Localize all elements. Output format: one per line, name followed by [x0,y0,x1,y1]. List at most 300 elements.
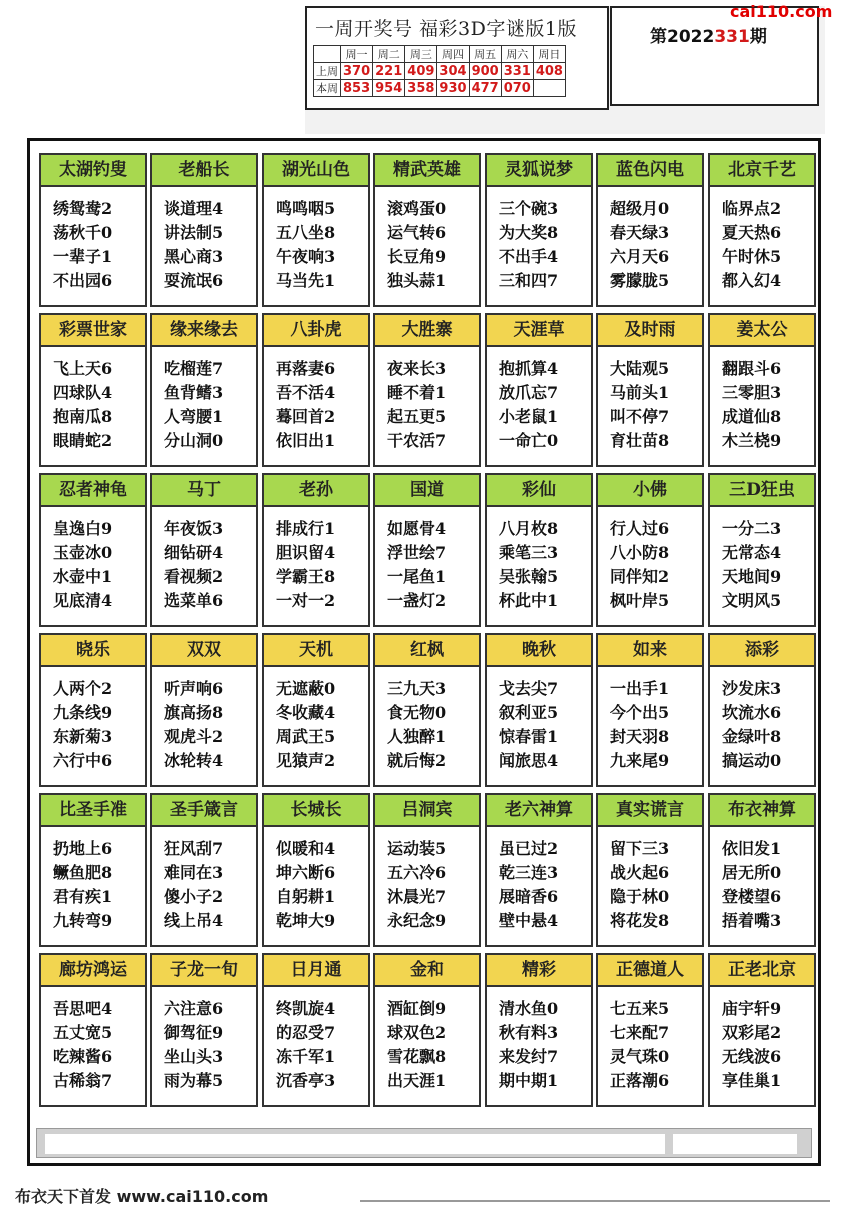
riddle-line: 沙发床3 [722,679,782,698]
riddle-card-title: 忍者神龟 [41,475,145,507]
riddle-line: 鸣鸣咽5 [276,199,336,218]
riddle-card [708,793,816,947]
riddle-card [262,313,370,467]
riddle-card [39,633,147,787]
riddle-lines [710,507,814,613]
riddle-card-title: 姜太公 [710,315,814,347]
riddle-line: 庙宇轩9 [722,999,782,1018]
riddle-line: 见猿声2 [276,751,336,770]
riddle-card-title: 三D狂虫 [710,475,814,507]
riddle-line: 傻小子2 [164,887,224,906]
riddle-line: 狂风刮7 [164,839,224,858]
riddle-lines [487,187,591,293]
riddle-lines [375,507,479,613]
draw-number: 409 [405,63,437,80]
riddle-line: 雪花飘8 [387,1047,447,1066]
riddle-line: 吃辣酱6 [53,1047,113,1066]
riddle-line: 讲法制5 [164,223,224,242]
riddle-line: 春天绿3 [610,223,670,242]
last-week-row [314,63,566,80]
riddle-line: 马前头1 [610,383,670,402]
riddle-line: 封天羽8 [610,727,670,746]
riddle-card [596,953,704,1107]
riddle-card-title: 蓝色闪电 [598,155,702,187]
riddle-line: 搞运动0 [722,751,782,770]
riddle-card-title: 老六神算 [487,795,591,827]
riddle-line: 排成行1 [276,519,336,538]
riddle-line: 戈去尖7 [499,679,559,698]
riddle-line: 冬收藏4 [276,703,336,722]
issue-suffix: 期 [749,27,767,47]
day-label: 周三 [405,46,437,63]
riddle-lines [598,667,702,773]
riddle-line: 一对一2 [276,591,336,610]
riddle-card [373,793,481,947]
issue-number [650,22,767,47]
riddle-line: 蓦回首2 [276,407,336,426]
riddle-line: 同伴知2 [610,567,670,586]
riddle-line: 不出手4 [499,247,559,266]
riddle-line: 隐于林0 [610,887,670,906]
riddle-line: 双彩尾2 [722,1023,782,1042]
riddle-card-title: 八卦虎 [264,315,368,347]
riddle-card [262,473,370,627]
riddle-card-title: 正老北京 [710,955,814,987]
riddle-lines [264,507,368,613]
riddle-card-title: 红枫 [375,635,479,667]
riddle-card-title: 国道 [375,475,479,507]
riddle-card-title: 及时雨 [598,315,702,347]
riddle-card [150,313,258,467]
riddle-card [262,793,370,947]
riddle-line: 五八坐8 [276,223,336,242]
riddle-line: 无线波6 [722,1047,782,1066]
riddle-card-title: 长城长 [264,795,368,827]
riddle-lines [152,507,256,613]
riddle-lines [264,187,368,293]
weekly-draw-panel [305,6,609,110]
riddle-line: 吴张翰5 [499,567,559,586]
riddle-card [150,633,258,787]
riddle-card-title: 老孙 [264,475,368,507]
riddle-line: 吾不活4 [276,383,336,402]
riddle-line: 依旧发1 [722,839,782,858]
corner-cell [314,46,341,63]
riddle-line: 依旧出1 [276,431,336,450]
riddle-line: 文明风5 [722,591,782,610]
riddle-line: 冰轮转4 [164,751,224,770]
riddle-line: 战火起6 [610,863,670,882]
last-week-label: 上周 [314,63,341,80]
draw-number [533,80,565,97]
riddle-line: 将花发8 [610,911,670,930]
riddle-card [373,473,481,627]
riddle-line: 鱼背鳍3 [164,383,224,402]
riddle-line: 东新菊3 [53,727,113,746]
riddle-card-title: 彩仙 [487,475,591,507]
riddle-line: 人弯腰1 [164,407,224,426]
riddle-lines [41,187,145,293]
riddle-line: 出天涯1 [387,1071,447,1090]
riddle-line: 金绿叶8 [722,727,782,746]
riddle-line: 的忍受7 [276,1023,336,1042]
riddle-line: 四球队4 [53,383,113,402]
riddle-card-title: 如来 [598,635,702,667]
riddle-card-title: 布衣神算 [710,795,814,827]
riddle-lines [264,827,368,933]
riddle-line: 吾思吧4 [53,999,113,1018]
riddle-card-title: 圣手箴言 [152,795,256,827]
riddle-lines [375,347,479,453]
riddle-lines [41,987,145,1093]
riddle-card-title: 比圣手准 [41,795,145,827]
riddle-line: 自躬耕1 [276,887,336,906]
riddle-lines [264,987,368,1093]
riddle-line: 行人过6 [610,519,670,538]
day-header-row [314,46,566,63]
riddle-line: 抱南瓜8 [53,407,113,426]
riddle-line: 就后悔2 [387,751,447,770]
riddle-line: 御驾征9 [164,1023,224,1042]
riddle-card-title: 日月通 [264,955,368,987]
riddle-line: 小老鼠1 [499,407,559,426]
riddle-card [150,793,258,947]
riddle-line: 抱抓算4 [499,359,559,378]
riddle-line: 球双色2 [387,1023,447,1042]
riddle-card-title: 马丁 [152,475,256,507]
riddle-card-title: 晚秋 [487,635,591,667]
riddle-line: 惊春雷1 [499,727,559,746]
riddle-card-title: 金和 [375,955,479,987]
riddle-card-title: 太湖钓叟 [41,155,145,187]
riddle-lines [487,667,591,773]
riddle-card [373,313,481,467]
riddle-line: 午时休5 [722,247,782,266]
bottom-bar-field [45,1134,665,1154]
riddle-card [596,153,704,307]
draw-number: 853 [341,80,373,97]
riddle-line: 见底清4 [53,591,113,610]
riddle-line: 冻千军1 [276,1047,336,1066]
riddle-line: 九来尾9 [610,751,670,770]
riddle-line: 展暗香6 [499,887,559,906]
day-label: 周日 [533,46,565,63]
riddle-line: 乾三连3 [499,863,559,882]
riddle-line: 壁中悬4 [499,911,559,930]
riddle-lines [375,827,479,933]
riddle-line: 捂着嘴3 [722,911,782,930]
riddle-card [39,313,147,467]
riddle-line: 沐晨光7 [387,887,447,906]
riddle-card [596,473,704,627]
riddle-lines [41,507,145,613]
riddle-lines [152,187,256,293]
riddle-line: 六行中6 [53,751,113,770]
riddle-lines [152,347,256,453]
day-label: 周二 [373,46,405,63]
riddle-card [373,153,481,307]
riddle-card-title: 精彩 [487,955,591,987]
bottom-bar [36,1128,812,1158]
riddle-card-title: 老船长 [152,155,256,187]
site-url[interactable]: cai110.com [730,2,833,21]
riddle-line: 成道仙8 [722,407,782,426]
riddle-line: 坎流水6 [722,703,782,722]
riddle-card-title: 廊坊鸿运 [41,955,145,987]
riddle-card-title: 缘来缘去 [152,315,256,347]
riddle-line: 选菜单6 [164,591,224,610]
riddle-line: 终凯旋4 [276,999,336,1018]
riddle-line: 放爪忘7 [499,383,559,402]
draw-number: 930 [437,80,469,97]
riddle-line: 周武王5 [276,727,336,746]
riddle-line: 人独醉1 [387,727,447,746]
riddle-card-title: 吕洞宾 [375,795,479,827]
riddle-card [596,793,704,947]
riddle-line: 翻跟斗6 [722,359,782,378]
riddle-card [485,793,593,947]
draw-number: 900 [469,63,501,80]
riddle-card [596,313,704,467]
riddle-line: 来发纣7 [499,1047,559,1066]
riddle-line: 年夜饭3 [164,519,224,538]
riddle-line: 九转弯9 [53,911,113,930]
draw-number: 304 [437,63,469,80]
riddle-line: 五丈宽5 [53,1023,113,1042]
riddle-card [708,633,816,787]
riddle-line: 食无物0 [387,703,447,722]
riddle-line: 似暖和4 [276,839,336,858]
riddle-line: 酒缸倒9 [387,999,447,1018]
riddle-card-title: 子龙一旬 [152,955,256,987]
riddle-line: 七来配7 [610,1023,670,1042]
riddle-card [373,953,481,1107]
riddle-line: 水壶中1 [53,567,113,586]
riddle-line: 荡秋千0 [53,223,113,242]
riddle-line: 耍流氓6 [164,271,224,290]
riddle-lines [487,507,591,613]
riddle-line: 闻旅思4 [499,751,559,770]
riddle-line: 大陆观5 [610,359,670,378]
riddle-card-title: 小佛 [598,475,702,507]
riddle-card [262,633,370,787]
riddle-line: 五六冷6 [387,863,447,882]
draw-number: 477 [469,80,501,97]
riddle-line: 观虎斗2 [164,727,224,746]
riddle-card-title: 正德道人 [598,955,702,987]
draw-number: 358 [405,80,437,97]
riddle-line: 无常态4 [722,543,782,562]
riddle-card [373,633,481,787]
this-week-row [314,80,566,97]
riddle-lines [598,187,702,293]
riddle-line: 乘笔三3 [499,543,559,562]
riddle-line: 不出园6 [53,271,113,290]
riddle-line: 飞上天6 [53,359,113,378]
riddle-line: 夏天热6 [722,223,782,242]
riddle-line: 七五来5 [610,999,670,1018]
bottom-bar-field [673,1134,797,1154]
riddle-line: 九条线9 [53,703,113,722]
riddle-line: 黑心商3 [164,247,224,266]
riddle-card-title: 添彩 [710,635,814,667]
riddle-line: 超级月0 [610,199,670,218]
riddle-line: 木兰桡9 [722,431,782,450]
riddle-card [485,473,593,627]
riddle-line: 分山洞0 [164,431,224,450]
riddle-line: 鳜鱼肥8 [53,863,113,882]
draw-number: 954 [373,80,405,97]
riddle-lines [710,347,814,453]
riddle-card-title: 湖光山色 [264,155,368,187]
page-title: 一周开奖号 福彩3D字谜版1版 [315,18,577,40]
riddle-line: 长豆角9 [387,247,447,266]
riddle-card-title: 双双 [152,635,256,667]
riddle-lines [598,827,702,933]
issue-prefix: 第2022 [650,27,715,47]
riddle-line: 为大奖8 [499,223,559,242]
riddle-line: 三九天3 [387,679,447,698]
riddle-line: 扔地上6 [53,839,113,858]
riddle-lines [375,987,479,1093]
riddle-line: 叙利亚5 [499,703,559,722]
riddle-card-title: 天机 [264,635,368,667]
riddle-line: 三零胆3 [722,383,782,402]
riddle-line: 吃榴莲7 [164,359,224,378]
riddle-line: 临界点2 [722,199,782,218]
riddle-card [262,153,370,307]
riddle-line: 叫不停7 [610,407,670,426]
draw-number: 408 [533,63,565,80]
riddle-line: 难同在3 [164,863,224,882]
riddle-line: 六月天6 [610,247,670,266]
riddle-line: 细钻研4 [164,543,224,562]
riddle-line: 期中期1 [499,1071,559,1090]
riddle-line: 一分二3 [722,519,782,538]
riddle-line: 睡不着1 [387,383,447,402]
riddle-line: 胆识留4 [276,543,336,562]
riddle-line: 一出手1 [610,679,670,698]
riddle-line: 灵气珠0 [610,1047,670,1066]
issue-digits: 331 [714,27,750,47]
riddle-line: 运动装5 [387,839,447,858]
riddle-lines [710,667,814,773]
riddle-card-title: 彩票世家 [41,315,145,347]
riddle-card [39,793,147,947]
riddle-line: 享佳巢1 [722,1071,782,1090]
riddle-line: 起五更5 [387,407,447,426]
draw-number: 221 [373,63,405,80]
riddle-lines [41,347,145,453]
riddle-lines [375,187,479,293]
riddle-line: 学霸王8 [276,567,336,586]
day-label: 周四 [437,46,469,63]
riddle-line: 旗高扬8 [164,703,224,722]
riddle-line: 看视频2 [164,567,224,586]
riddle-card [150,473,258,627]
riddle-line: 坤六断6 [276,863,336,882]
riddle-lines [152,827,256,933]
riddle-line: 眼睛蛇2 [53,431,113,450]
riddle-line: 正落潮6 [610,1071,670,1090]
riddle-line: 玉壶冰0 [53,543,113,562]
day-label: 周一 [341,46,373,63]
riddle-card-title: 北京千艺 [710,155,814,187]
riddle-lines [598,347,702,453]
riddle-lines [41,667,145,773]
riddle-line: 浮世绘7 [387,543,447,562]
riddle-card [39,153,147,307]
riddle-card [262,953,370,1107]
riddle-lines [375,667,479,773]
riddle-lines [598,987,702,1093]
riddle-line: 一辈子1 [53,247,113,266]
riddle-lines [710,827,814,933]
riddle-line: 君有疾1 [53,887,113,906]
riddle-line: 留下三3 [610,839,670,858]
weekly-draw-table [313,45,566,97]
riddle-line: 绣鸳鸯2 [53,199,113,218]
riddle-line: 再落妻6 [276,359,336,378]
riddle-line: 六注意6 [164,999,224,1018]
riddle-line: 听声响6 [164,679,224,698]
riddle-lines [152,667,256,773]
riddle-line: 八小防8 [610,543,670,562]
riddle-line: 运气转6 [387,223,447,242]
riddle-card [708,313,816,467]
riddle-line: 皇逸白9 [53,519,113,538]
riddle-card [485,153,593,307]
riddle-line: 枫叶岸5 [610,591,670,610]
riddle-line: 清水鱼0 [499,999,559,1018]
riddle-card [485,633,593,787]
riddle-card [596,633,704,787]
riddle-line: 登楼望6 [722,887,782,906]
riddle-line: 雨为幕5 [164,1071,224,1090]
riddle-card-title: 天涯草 [487,315,591,347]
riddle-lines [710,987,814,1093]
riddle-line: 无遮蔽0 [276,679,336,698]
riddle-grid [27,138,821,1166]
riddle-lines [264,347,368,453]
riddle-card [708,473,816,627]
riddle-line: 虽已过2 [499,839,559,858]
riddle-line: 三个碗3 [499,199,559,218]
riddle-lines [487,827,591,933]
riddle-lines [487,987,591,1093]
riddle-line: 古稀翁7 [53,1071,113,1090]
riddle-lines [264,667,368,773]
issue-panel [610,6,819,106]
riddle-lines [41,827,145,933]
riddle-card-title: 精武英雄 [375,155,479,187]
riddle-line: 一尾鱼1 [387,567,447,586]
riddle-line: 坐山头3 [164,1047,224,1066]
riddle-line: 独头蒜1 [387,271,447,290]
riddle-card [485,953,593,1107]
riddle-line: 沉香亭3 [276,1071,336,1090]
riddle-card [39,953,147,1107]
riddle-card [708,953,816,1107]
riddle-line: 居无所0 [722,863,782,882]
riddle-line: 秋有料3 [499,1023,559,1042]
day-label: 周六 [501,46,533,63]
riddle-lines [152,987,256,1093]
riddle-line: 八月枚8 [499,519,559,538]
riddle-line: 三和四7 [499,271,559,290]
riddle-line: 午夜响3 [276,247,336,266]
riddle-line: 永纪念9 [387,911,447,930]
